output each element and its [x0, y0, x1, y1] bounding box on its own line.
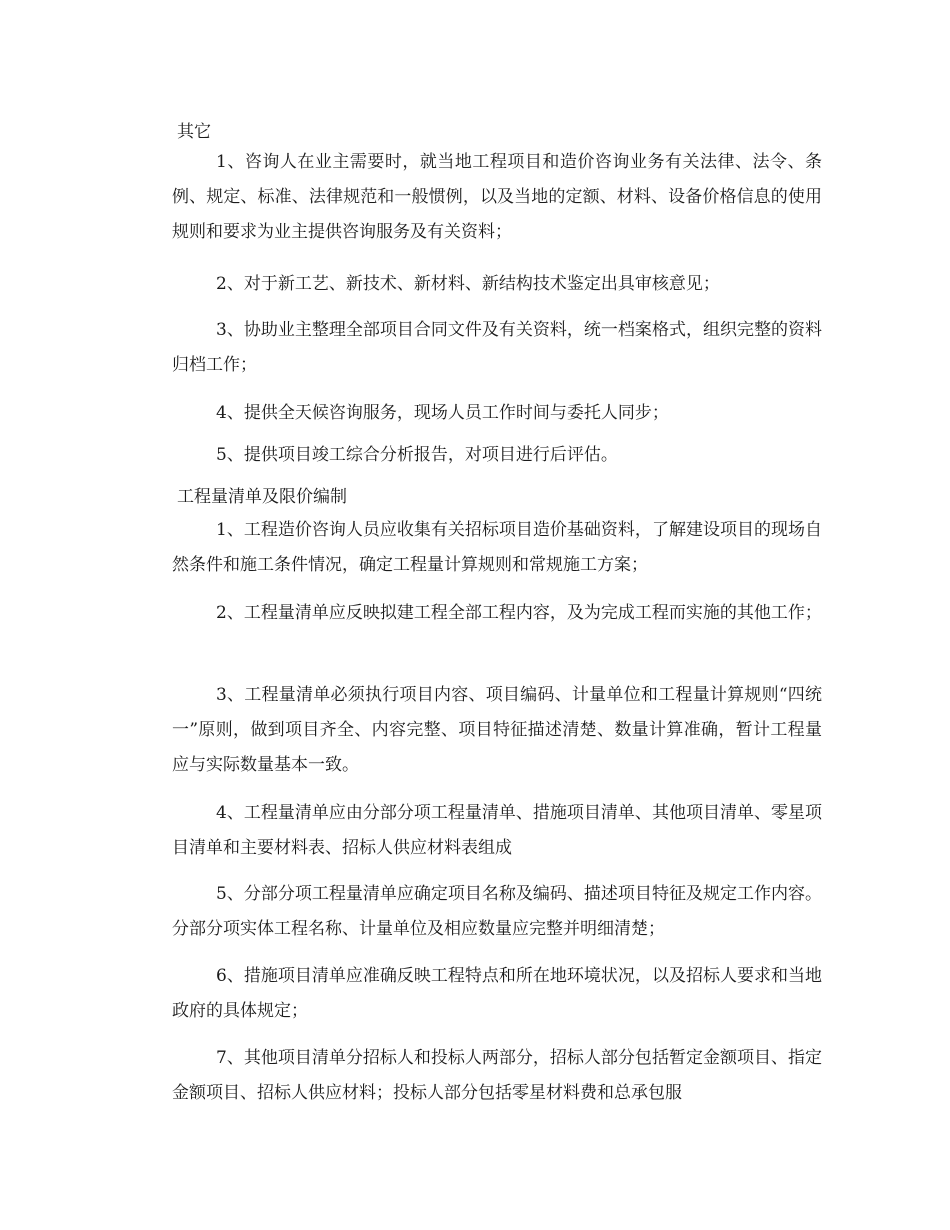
section-heading-other: 其它 — [177, 122, 211, 142]
paragraph-boq-3: 3、工程量清单必须执行项目内容、项目编码、计量单位和工程量计算规则“四统一”原则，做到项目齐全、内容完整、项目特征描述清楚、数量计算准确，暂计工程量应与实际数量基本一致。 — [172, 685, 822, 775]
paragraph-boq-5: 5、分部分项工程量清单应确定项目名称及编码、描述项目特征及规定工作内容。分部分项实体工程名称、计量单位及相应数量应完整并明细清楚； — [172, 884, 822, 939]
paragraph-other-5: 5、提供项目竣工综合分析报告，对项目进行后评估。 — [216, 445, 618, 465]
paragraph-boq-1: 1、工程造价咨询人员应收集有关招标项目造价基础资料，了解建设项目的现场自然条件和施工条件情况，确定工程量计算规则和常规施工方案； — [172, 520, 822, 575]
paragraph-other-4: 4、提供全天候咨询服务，现场人员工作时间与委托人同步； — [216, 403, 669, 423]
paragraph-boq-2: 2、工程量清单应反映拟建工程全部工程内容，及为完成工程而实施的其他工作； — [216, 603, 822, 623]
paragraph-boq-7: 7、其他项目清单分招标人和投标人两部分，招标人部分包括暂定金额项目、指定金额项目、招标人供应材料；投标人部分包括零星材料费和总承包服 — [172, 1048, 822, 1103]
paragraph-other-2: 2、对于新工艺、新技术、新材料、新结构技术鉴定出具审核意见； — [216, 274, 720, 294]
paragraph-boq-6: 6、措施项目清单应准确反映工程特点和所在地环境状况，以及招标人要求和当地政府的具体规定； — [172, 966, 822, 1021]
section-heading-bill-of-quantities: 工程量清单及限价编制 — [177, 487, 347, 507]
paragraph-other-3: 3、协助业主整理全部项目合同文件及有关资料，统一档案格式，组织完整的资料归档工作； — [172, 320, 822, 375]
paragraph-other-1: 1、咨询人在业主需要时，就当地工程项目和造价咨询业务有关法律、法令、条例、规定、标准、法律规范和一般惯例，以及当地的定额、材料、设备价格信息的使用规则和要求为业主提供咨询服务及有关资料； — [172, 152, 822, 242]
paragraph-boq-4: 4、工程量清单应由分部分项工程量清单、措施项目清单、其他项目清单、零星项目清单和主要材料表、招标人供应材料表组成 — [172, 803, 822, 858]
